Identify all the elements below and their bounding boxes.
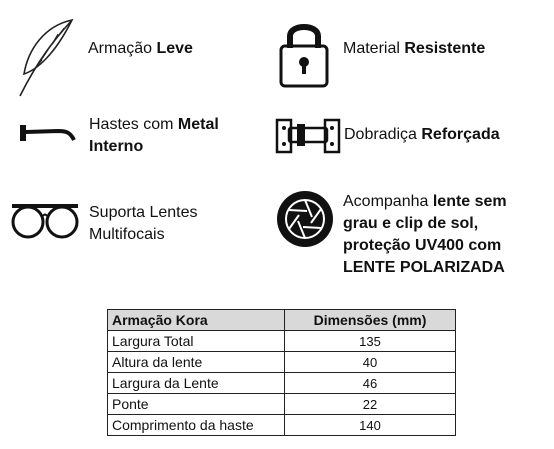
- feather-icon: [14, 16, 78, 98]
- hinge-icon: [275, 116, 341, 156]
- row-value: 22: [285, 394, 456, 415]
- row-label: Ponte: [108, 394, 285, 415]
- table-header-row: [108, 310, 456, 331]
- feature-1-bold: Leve: [156, 40, 193, 57]
- feature-2-bold: Resistente: [404, 40, 486, 57]
- feature-2-text: Material: [343, 40, 405, 57]
- table-row: [108, 415, 456, 436]
- row-label: Largura da Lente: [108, 373, 285, 394]
- feature-3-bold: Metal Interno: [89, 116, 219, 155]
- table-row: [108, 331, 456, 352]
- row-value: 140: [285, 415, 456, 436]
- round-glasses-icon: [10, 198, 80, 244]
- table-header-dimensions: Dimensões (mm): [285, 310, 456, 331]
- feature-4-text: Dobradiça: [344, 126, 422, 143]
- row-label: Altura da lente: [108, 352, 285, 373]
- feature-6-text: Acompanha: [343, 193, 433, 210]
- table-row: [108, 394, 456, 415]
- row-label: Comprimento da haste: [108, 415, 285, 436]
- table-header-model: Armação Kora: [108, 310, 285, 331]
- row-label: Largura Total: [108, 331, 285, 352]
- dimensions-table: [107, 309, 456, 436]
- padlock-icon: [278, 18, 330, 88]
- feature-3-text: Hastes com: [89, 116, 178, 133]
- table-row: [108, 373, 456, 394]
- row-value: 135: [285, 331, 456, 352]
- row-value: 40: [285, 352, 456, 373]
- feature-4-bold: Reforçada: [421, 126, 500, 143]
- feature-5-text: Suporta Lentes Multifocais: [89, 204, 198, 243]
- feature-6-bold: lente sem grau e clip de sol, proteção UV400 com LENTE POLARIZADA: [343, 193, 507, 276]
- feature-1-text: Armação: [88, 40, 157, 57]
- temple-arm-icon: [18, 122, 78, 146]
- table-row: [108, 352, 456, 373]
- aperture-icon: [276, 190, 334, 248]
- row-value: 46: [285, 373, 456, 394]
